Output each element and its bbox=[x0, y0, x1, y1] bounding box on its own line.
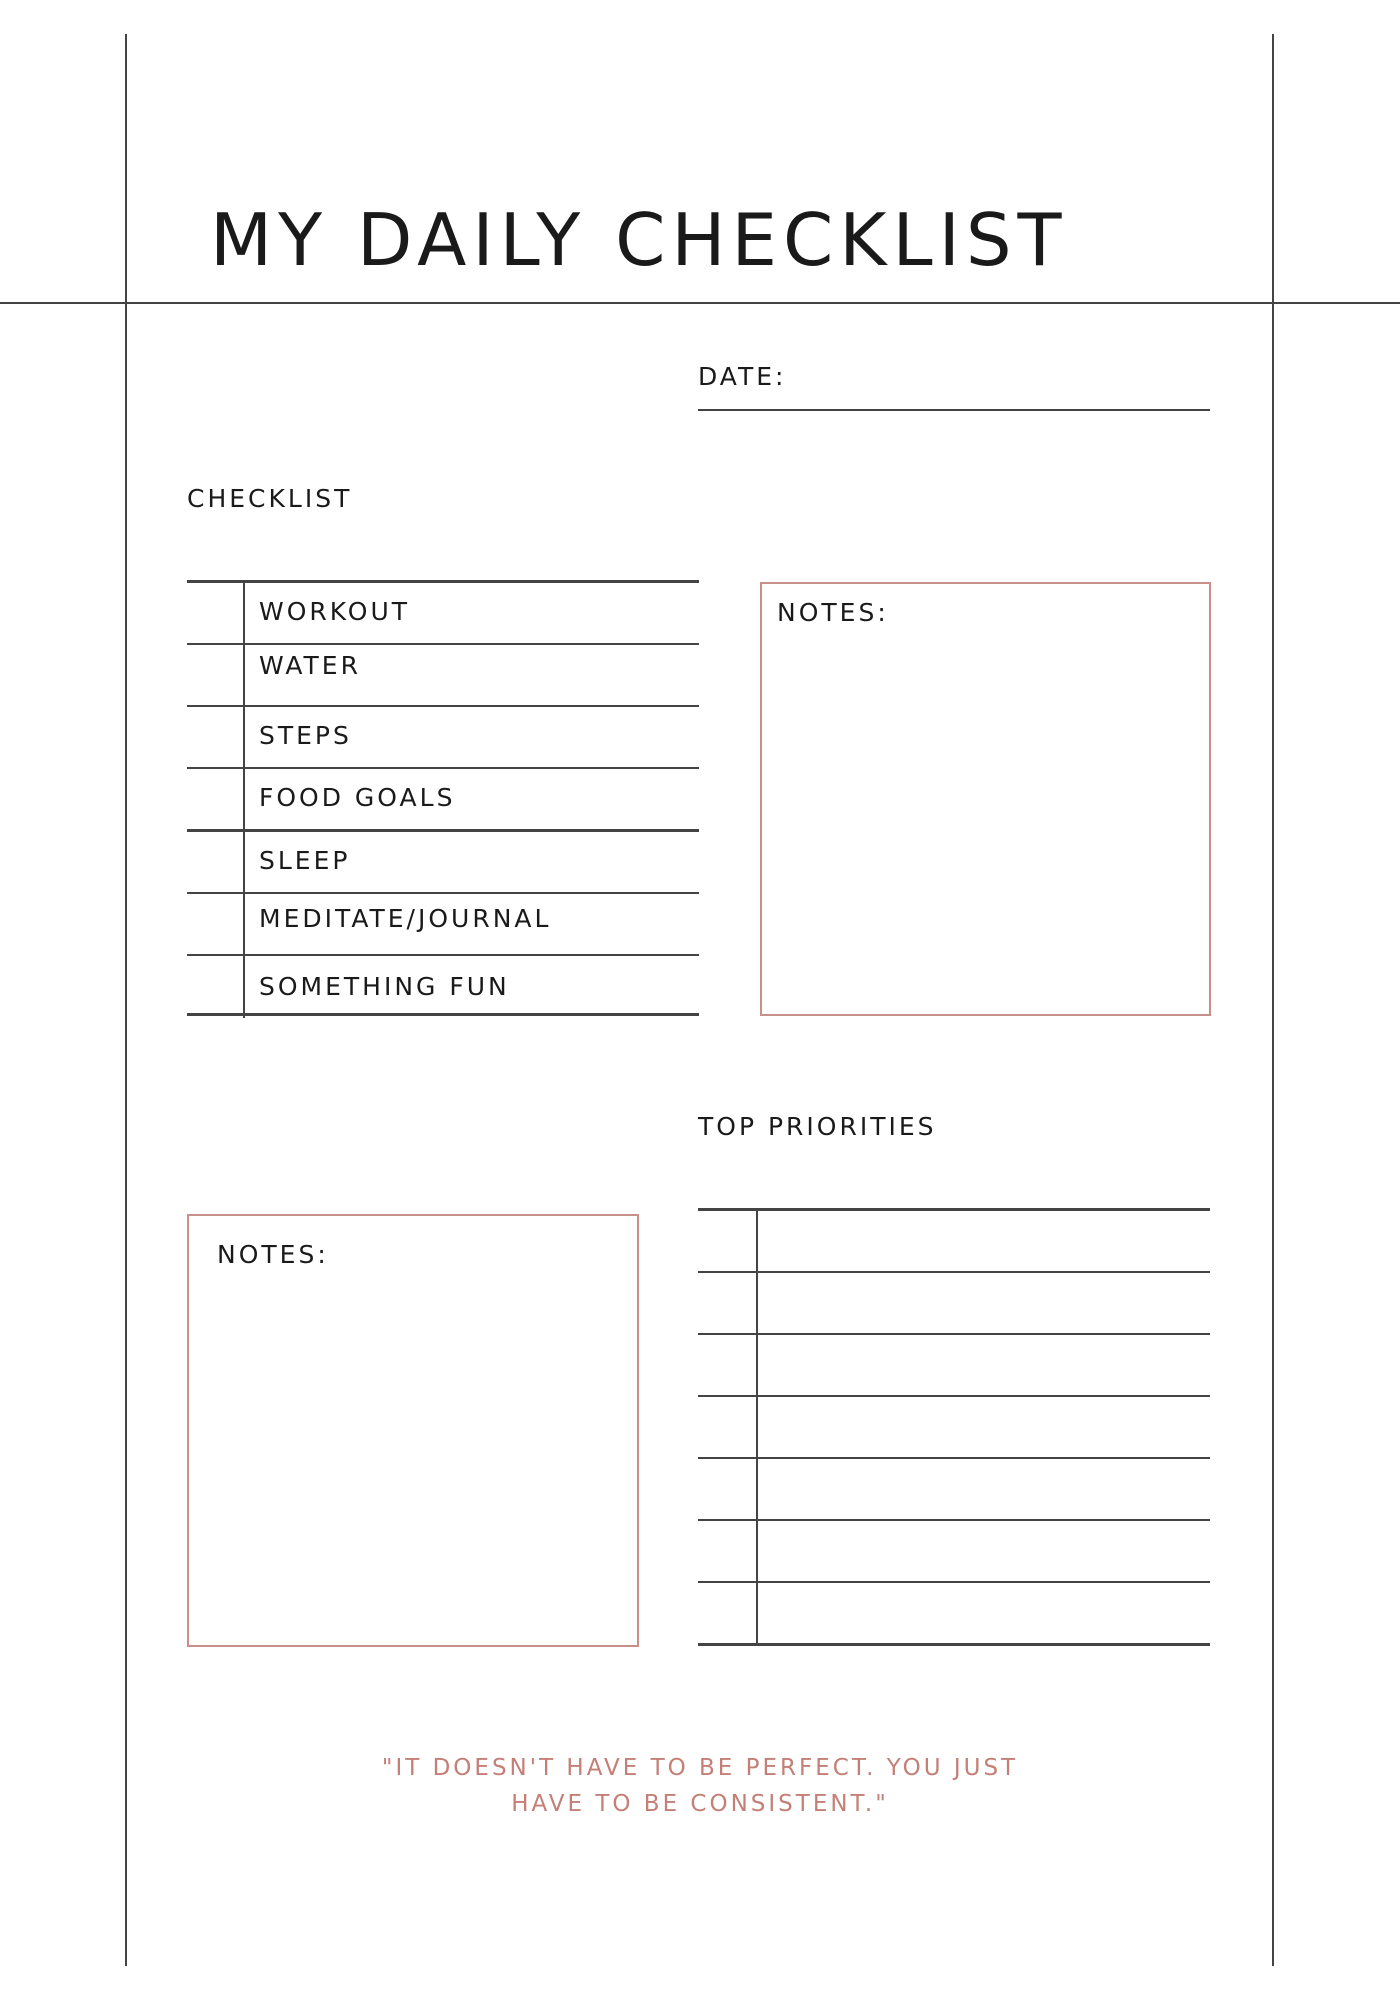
priority-row[interactable] bbox=[698, 1397, 1210, 1459]
checkbox-food-goals[interactable] bbox=[187, 769, 245, 831]
date-label: DATE: bbox=[698, 362, 787, 391]
checklist-row-something-fun bbox=[187, 956, 699, 1018]
date-field[interactable] bbox=[698, 409, 1210, 411]
notes-label: NOTES: bbox=[217, 1240, 329, 1269]
priority-checkbox[interactable] bbox=[698, 1459, 758, 1521]
notes-box-bottom[interactable] bbox=[187, 1214, 639, 1647]
checkbox-steps[interactable] bbox=[187, 707, 245, 769]
checklist-row-water bbox=[187, 645, 699, 707]
checklist-heading: CHECKLIST bbox=[187, 484, 353, 513]
priority-checkbox[interactable] bbox=[698, 1273, 758, 1335]
checkbox-meditate-journal[interactable] bbox=[187, 894, 245, 956]
notes-box-top[interactable] bbox=[760, 582, 1211, 1016]
checklist-table bbox=[187, 580, 699, 1016]
priority-row[interactable] bbox=[698, 1335, 1210, 1397]
priority-checkbox[interactable] bbox=[698, 1335, 758, 1397]
checklist-label: STEPS bbox=[259, 721, 352, 750]
page-title: MY DAILY CHECKLIST bbox=[210, 198, 1068, 282]
checklist-row-sleep bbox=[187, 832, 699, 894]
left-margin-line bbox=[125, 34, 127, 1966]
checklist-label: MEDITATE/JOURNAL bbox=[259, 904, 552, 933]
priority-checkbox[interactable] bbox=[698, 1521, 758, 1583]
priorities-heading: TOP PRIORITIES bbox=[698, 1112, 937, 1141]
header-divider bbox=[0, 302, 1400, 304]
checklist-row-workout bbox=[187, 583, 699, 645]
checklist-label: SLEEP bbox=[259, 846, 351, 875]
right-margin-line bbox=[1272, 34, 1274, 1966]
checkbox-sleep[interactable] bbox=[187, 832, 245, 894]
checkbox-water[interactable] bbox=[187, 645, 245, 707]
checklist-label: WATER bbox=[259, 651, 361, 680]
checklist-row-meditate-journal bbox=[187, 894, 699, 956]
priority-row[interactable] bbox=[698, 1583, 1210, 1645]
priority-row[interactable] bbox=[698, 1521, 1210, 1583]
checklist-row-steps bbox=[187, 707, 699, 769]
checklist-label: SOMETHING FUN bbox=[259, 972, 510, 1001]
priority-checkbox[interactable] bbox=[698, 1397, 758, 1459]
checkbox-workout[interactable] bbox=[187, 583, 245, 645]
priority-checkbox[interactable] bbox=[698, 1211, 758, 1273]
priority-checkbox[interactable] bbox=[698, 1583, 758, 1645]
checklist-label: WORKOUT bbox=[259, 597, 411, 626]
priority-row[interactable] bbox=[698, 1459, 1210, 1521]
checklist-row-food-goals bbox=[187, 769, 699, 831]
notes-label: NOTES: bbox=[777, 598, 889, 627]
checkbox-something-fun[interactable] bbox=[187, 956, 245, 1018]
priorities-table bbox=[698, 1208, 1210, 1646]
table-rule-bottom bbox=[698, 1643, 1210, 1646]
priority-row[interactable] bbox=[698, 1273, 1210, 1335]
table-rule-bottom bbox=[187, 1013, 699, 1016]
motivational-quote: "IT DOESN'T HAVE TO BE PERFECT. YOU JUST HAVE TO BE CONSISTENT." bbox=[381, 1755, 1019, 1817]
priority-row[interactable] bbox=[698, 1211, 1210, 1273]
checklist-label: FOOD GOALS bbox=[259, 783, 456, 812]
